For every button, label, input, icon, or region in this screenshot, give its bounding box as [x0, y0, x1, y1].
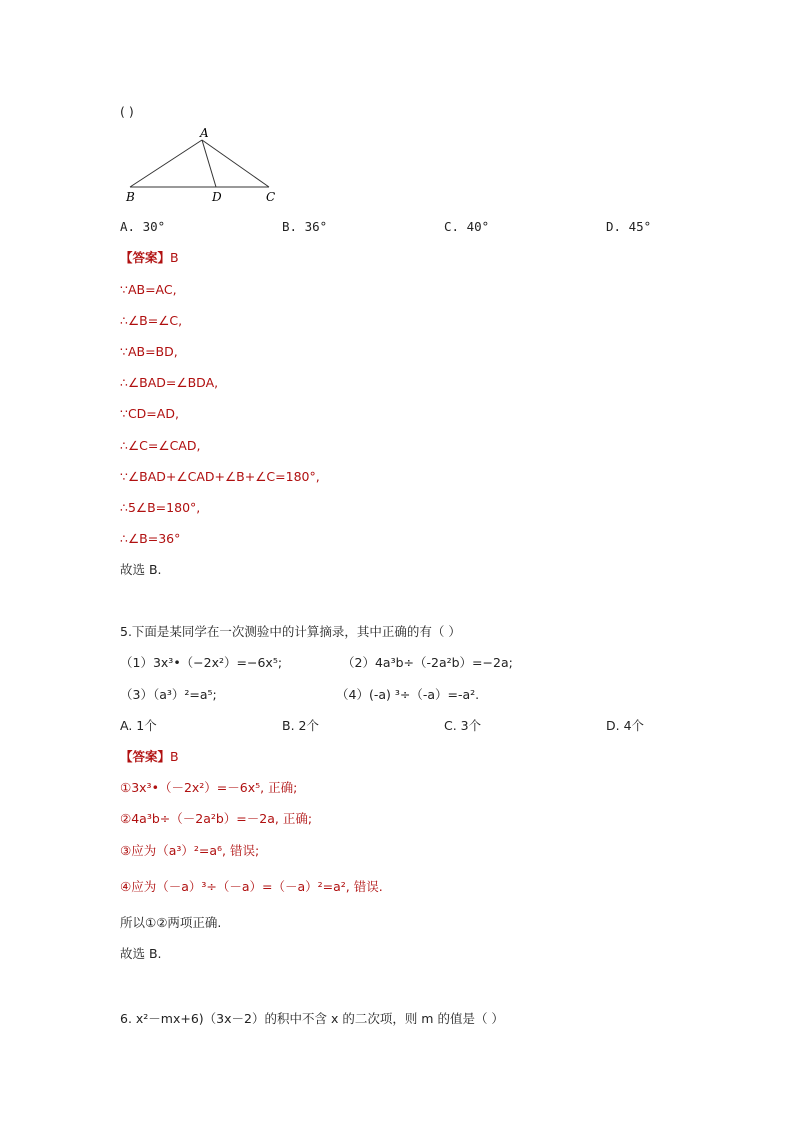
q5-option-d: D. 4个	[606, 718, 645, 733]
q4-option-a: A. 30°	[120, 219, 166, 234]
q4-option-b: B. 36°	[282, 219, 328, 234]
answer-tag: 【答案】	[120, 250, 171, 265]
label-C: C	[266, 190, 276, 204]
q5-option-c: C. 3个	[444, 718, 482, 733]
segment-AD	[202, 140, 216, 187]
answer-value: B	[170, 250, 179, 265]
q5-step: ①3x³•（－2x²）=－6x⁵, 正确;	[120, 780, 298, 795]
q5-item-3: （3）（a³）²=a⁵;	[120, 687, 217, 702]
q4-step: ∵AB=AC,	[120, 282, 177, 297]
q4-step: ∴∠B=36°	[120, 531, 181, 546]
q6-stem: 6. x²－mx+6)（3x－2）的积中不含 x 的二次项，则 m 的值是（ ）	[120, 1011, 504, 1026]
answer-tag: 【答案】	[120, 749, 171, 764]
q5-summary: 所以①②两项正确.	[120, 915, 222, 930]
label-A: A	[200, 126, 209, 140]
q4-conclusion: 故选 B.	[120, 562, 162, 577]
answer-value: B	[170, 749, 179, 764]
q4-option-c: C. 40°	[444, 219, 490, 234]
segment-AC	[202, 140, 269, 187]
q5-step: ③应为（a³）²=a⁶, 错误;	[120, 843, 260, 858]
segment-AB	[130, 140, 202, 187]
q5-step: ②4a³b÷（－2a²b）=－2a, 正确;	[120, 811, 313, 826]
q4-step: ∴∠C=∠CAD,	[120, 438, 201, 453]
q4-step: ∵∠BAD+∠CAD+∠B+∠C=180°,	[120, 469, 320, 484]
q5-option-a: A. 1个	[120, 718, 157, 733]
q4-step: ∴5∠B=180°,	[120, 500, 201, 515]
label-D: D	[212, 190, 222, 204]
q5-step: ④应为（－a）³÷（－a）=（－a）²=a², 错误.	[120, 879, 383, 894]
q5-item-2: （2）4a³b÷（-2a²b）=−2a;	[342, 655, 513, 670]
q4-answer	[120, 250, 179, 266]
q5-answer	[120, 749, 179, 765]
q5-item-4: （4）(-a) ³÷（-a）=-a².	[336, 687, 480, 702]
label-B: B	[126, 190, 135, 204]
q5-item-1: （1）3x³•（−2x²）=−6x⁵;	[120, 655, 283, 670]
q5-stem: 5.下面是某同学在一次测验中的计算摘录，其中正确的有（ ）	[120, 624, 461, 639]
triangle-figure	[118, 124, 298, 204]
q4-step: ∵AB=BD,	[120, 344, 178, 359]
q4-answer-bracket: ( )	[120, 104, 134, 119]
q4-step: ∵CD=AD,	[120, 406, 179, 421]
q4-option-d: D. 45°	[606, 219, 652, 234]
q4-step: ∴∠B=∠C,	[120, 313, 183, 328]
q5-conclusion: 故选 B.	[120, 946, 162, 961]
q4-step: ∴∠BAD=∠BDA,	[120, 375, 219, 390]
q5-option-b: B. 2个	[282, 718, 319, 733]
